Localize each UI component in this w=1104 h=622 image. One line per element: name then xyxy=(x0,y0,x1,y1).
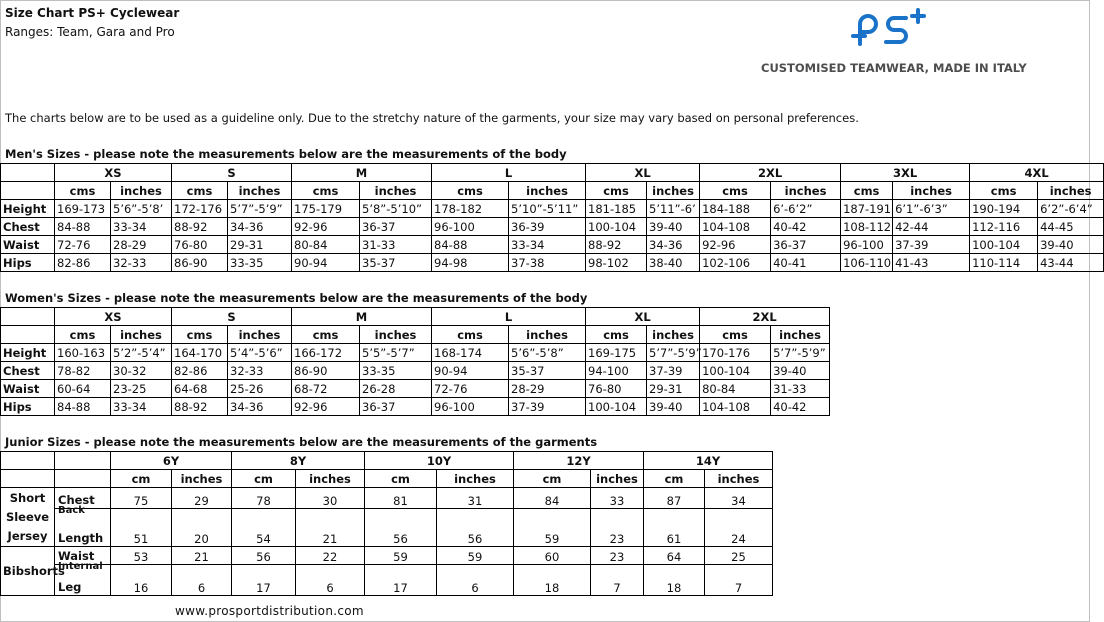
measurement-cell: 168-174 xyxy=(432,344,509,362)
table-row xyxy=(1,254,1104,272)
measurement-cell: 29 xyxy=(172,488,232,509)
measurement-cell: 78-82 xyxy=(55,362,111,380)
measurement-cell: 87 xyxy=(644,488,705,509)
unit-header: cm xyxy=(644,470,705,488)
corner-cell xyxy=(1,452,55,470)
measurement-cell: 84 xyxy=(514,488,591,509)
unit-header: cms xyxy=(292,182,360,200)
corner-cell xyxy=(1,308,55,326)
table-row xyxy=(1,236,1104,254)
table-row xyxy=(1,398,830,416)
measurement-cell: 38-40 xyxy=(647,254,700,272)
unit-header: cms xyxy=(55,326,111,344)
row-label-text: Length xyxy=(58,531,104,545)
corner-cell xyxy=(1,326,55,344)
measurement-cell: 26-28 xyxy=(360,380,432,398)
ranges-subtitle: Ranges: Team, Gara and Pro xyxy=(5,25,175,39)
measurement-cell: 34 xyxy=(705,488,773,509)
measurement-cell: 60 xyxy=(514,547,591,565)
row-label xyxy=(55,505,111,547)
measurement-cell: 56 xyxy=(437,509,514,547)
unit-header: cm xyxy=(111,470,172,488)
measurement-cell: 34-36 xyxy=(647,236,700,254)
measurement-cell: 30 xyxy=(296,488,365,509)
measurement-cell: 96-100 xyxy=(841,236,893,254)
measurement-cell: 94-100 xyxy=(586,362,647,380)
measurement-cell: 59 xyxy=(514,509,591,547)
measurement-cell: 187-191 xyxy=(841,200,893,218)
unit-header: inches xyxy=(647,182,700,200)
measurement-cell: 33-34 xyxy=(509,236,586,254)
row-label: Waist xyxy=(1,380,55,398)
measurement-cell: 81 xyxy=(365,488,437,509)
junior-heading: Junior Sizes - please note the measurements below are the measurements of the garments xyxy=(5,435,598,449)
row-label-prefix: Internal xyxy=(58,561,103,572)
size-header: 8Y xyxy=(232,452,365,470)
unit-header: cms xyxy=(841,182,893,200)
unit-header: cm xyxy=(514,470,591,488)
measurement-cell: 35-37 xyxy=(360,254,432,272)
guideline-note: The charts below are to be used as a guideline only. Due to the stretchy nature of the garments, your size may vary based on personal preferences. xyxy=(5,111,859,125)
measurement-cell: 25-26 xyxy=(228,380,292,398)
measurement-cell: 51 xyxy=(111,509,172,547)
unit-header: inches xyxy=(509,326,586,344)
size-header: 3XL xyxy=(841,164,970,182)
size-header: 12Y xyxy=(514,452,644,470)
measurement-cell: 76-80 xyxy=(586,380,647,398)
measurement-cell: 75 xyxy=(111,488,172,509)
measurement-cell: 84-88 xyxy=(432,236,509,254)
measurement-cell: 43-44 xyxy=(1038,254,1104,272)
unit-header: inches xyxy=(771,182,841,200)
measurement-cell: 23 xyxy=(591,509,644,547)
unit-header: inches xyxy=(591,470,644,488)
measurement-cell: 68-72 xyxy=(292,380,360,398)
size-header: 2XL xyxy=(700,308,830,326)
measurement-cell: 22 xyxy=(296,547,365,565)
measurement-cell: 54 xyxy=(232,509,296,547)
measurement-cell: 33-35 xyxy=(360,362,432,380)
measurement-cell: 34-36 xyxy=(228,398,292,416)
measurement-cell: 6’-6’2” xyxy=(771,200,841,218)
measurement-cell: 53 xyxy=(111,547,172,565)
measurement-cell: 36-37 xyxy=(360,218,432,236)
measurement-cell: 33 xyxy=(591,488,644,509)
mens-heading: Men's Sizes - please note the measurements below are the measurements of the body xyxy=(5,147,567,161)
measurement-cell: 33-34 xyxy=(111,398,172,416)
unit-header: cms xyxy=(700,326,771,344)
corner-cell xyxy=(55,470,111,488)
size-header: S xyxy=(172,308,292,326)
unit-header: cms xyxy=(172,182,228,200)
size-header-row xyxy=(1,308,830,326)
measurement-cell: 24 xyxy=(705,509,773,547)
size-header: M xyxy=(292,308,432,326)
ps-plus-logo xyxy=(852,8,932,50)
measurement-cell: 110-114 xyxy=(970,254,1038,272)
unit-header-row xyxy=(1,326,830,344)
table-row xyxy=(1,218,1104,236)
mens-size-table xyxy=(0,163,1104,272)
measurement-cell: 92-96 xyxy=(292,398,360,416)
size-header-row xyxy=(1,452,773,470)
row-label-prefix: Back xyxy=(58,505,85,516)
size-header: S xyxy=(172,164,292,182)
measurement-cell: 21 xyxy=(172,547,232,565)
row-label-text: Waist xyxy=(58,549,95,563)
measurement-cell: 32-33 xyxy=(228,362,292,380)
measurement-cell: 17 xyxy=(365,565,437,596)
measurement-cell: 100-104 xyxy=(970,236,1038,254)
unit-header: inches xyxy=(228,182,292,200)
unit-header: inches xyxy=(111,182,172,200)
measurement-cell: 98-102 xyxy=(586,254,647,272)
measurement-cell: 7 xyxy=(705,565,773,596)
measurement-cell: 30-32 xyxy=(111,362,172,380)
size-header-row xyxy=(1,164,1104,182)
measurement-cell: 5’7”-5’9” xyxy=(771,344,830,362)
row-label: Chest xyxy=(1,218,55,236)
measurement-cell: 7 xyxy=(591,565,644,596)
measurement-cell: 78 xyxy=(232,488,296,509)
measurement-cell: 108-112 xyxy=(841,218,893,236)
website-footer: www.prosportdistribution.com xyxy=(175,604,364,618)
table-row xyxy=(1,565,773,596)
measurement-cell: 82-86 xyxy=(172,362,228,380)
measurement-cell: 31 xyxy=(437,488,514,509)
measurement-cell: 6’1”-6’3” xyxy=(893,200,970,218)
measurement-cell: 178-182 xyxy=(432,200,509,218)
measurement-cell: 44-45 xyxy=(1038,218,1104,236)
measurement-cell: 112-116 xyxy=(970,218,1038,236)
measurement-cell: 29-31 xyxy=(228,236,292,254)
measurement-cell: 17 xyxy=(232,565,296,596)
corner-cell xyxy=(55,452,111,470)
row-label: Hips xyxy=(1,254,55,272)
measurement-cell: 5’7”-5’9” xyxy=(647,344,700,362)
unit-header: inches xyxy=(705,470,773,488)
row-label: Chest xyxy=(1,362,55,380)
unit-header: inches xyxy=(893,182,970,200)
unit-header-row xyxy=(1,470,773,488)
size-header: 4XL xyxy=(970,164,1104,182)
unit-header: cms xyxy=(432,326,509,344)
measurement-cell: 5’6”-5’8” xyxy=(509,344,586,362)
measurement-cell: 25 xyxy=(705,547,773,565)
measurement-cell: 6 xyxy=(296,565,365,596)
measurement-cell: 23 xyxy=(591,547,644,565)
unit-header: inches xyxy=(771,326,830,344)
measurement-cell: 5’6”-5’8’ xyxy=(111,200,172,218)
table-row xyxy=(1,488,773,509)
measurement-cell: 96-100 xyxy=(432,218,509,236)
unit-header: cms xyxy=(432,182,509,200)
measurement-cell: 28-29 xyxy=(111,236,172,254)
measurement-cell: 5’4”-5’6” xyxy=(228,344,292,362)
measurement-cell: 96-100 xyxy=(432,398,509,416)
measurement-cell: 37-39 xyxy=(893,236,970,254)
measurement-cell: 172-176 xyxy=(172,200,228,218)
measurement-cell: 23-25 xyxy=(111,380,172,398)
row-label-text: Leg xyxy=(58,580,82,594)
measurement-cell: 84-88 xyxy=(55,218,111,236)
measurement-cell: 92-96 xyxy=(700,236,771,254)
measurement-cell: 35-37 xyxy=(509,362,586,380)
unit-header: inches xyxy=(1038,182,1104,200)
measurement-cell: 5’8”-5’10” xyxy=(360,200,432,218)
measurement-cell: 37-39 xyxy=(509,398,586,416)
measurement-cell: 169-175 xyxy=(586,344,647,362)
measurement-cell: 102-106 xyxy=(700,254,771,272)
measurement-cell: 33-35 xyxy=(228,254,292,272)
measurement-cell: 88-92 xyxy=(172,398,228,416)
measurement-cell: 31-33 xyxy=(771,380,830,398)
unit-header: cms xyxy=(172,326,228,344)
measurement-cell: 5’7”-5’9” xyxy=(228,200,292,218)
row-label: Waist xyxy=(1,236,55,254)
size-header: XS xyxy=(55,308,172,326)
measurement-cell: 36-37 xyxy=(771,236,841,254)
measurement-cell: 175-179 xyxy=(292,200,360,218)
measurement-cell: 42-44 xyxy=(893,218,970,236)
measurement-cell: 72-76 xyxy=(55,236,111,254)
measurement-cell: 18 xyxy=(514,565,591,596)
junior-size-table xyxy=(0,451,773,596)
row-label: Height xyxy=(1,344,55,362)
size-header: L xyxy=(432,164,586,182)
measurement-cell: 59 xyxy=(365,547,437,565)
size-header: L xyxy=(432,308,586,326)
measurement-cell: 100-104 xyxy=(586,398,647,416)
measurement-cell: 84-88 xyxy=(55,398,111,416)
measurement-cell: 33-34 xyxy=(111,218,172,236)
unit-header: cms xyxy=(586,326,647,344)
measurement-cell: 6’2”-6’4” xyxy=(1038,200,1104,218)
size-header: XS xyxy=(55,164,172,182)
measurement-cell: 36-39 xyxy=(509,218,586,236)
table-row xyxy=(1,547,773,565)
unit-header: inches xyxy=(509,182,586,200)
measurement-cell: 34-36 xyxy=(228,218,292,236)
measurement-cell: 64 xyxy=(644,547,705,565)
measurement-cell: 190-194 xyxy=(970,200,1038,218)
unit-header: cms xyxy=(700,182,771,200)
measurement-cell: 5’11”-6’ xyxy=(647,200,700,218)
measurement-cell: 88-92 xyxy=(586,236,647,254)
measurement-cell: 80-84 xyxy=(700,380,771,398)
measurement-cell: 76-80 xyxy=(172,236,228,254)
row-label: Height xyxy=(1,200,55,218)
measurement-cell: 56 xyxy=(365,509,437,547)
size-header: 10Y xyxy=(365,452,514,470)
measurement-cell: 164-170 xyxy=(172,344,228,362)
measurement-cell: 5’2”-5’4” xyxy=(111,344,172,362)
size-header: XL xyxy=(586,164,700,182)
unit-header: cms xyxy=(970,182,1038,200)
measurement-cell: 100-104 xyxy=(586,218,647,236)
measurement-cell: 94-98 xyxy=(432,254,509,272)
measurement-cell: 36-37 xyxy=(360,398,432,416)
page-title: Size Chart PS+ Cyclewear xyxy=(5,6,180,20)
corner-cell xyxy=(1,470,55,488)
measurement-cell: 80-84 xyxy=(292,236,360,254)
measurement-cell: 60-64 xyxy=(55,380,111,398)
garment-group-label: Short Sleeve Jersey xyxy=(1,488,55,547)
corner-cell xyxy=(1,164,55,182)
measurement-cell: 40-42 xyxy=(771,218,841,236)
measurement-cell: 41-43 xyxy=(893,254,970,272)
measurement-cell: 39-40 xyxy=(1038,236,1104,254)
measurement-cell: 104-108 xyxy=(700,218,771,236)
size-header: XL xyxy=(586,308,700,326)
measurement-cell: 39-40 xyxy=(771,362,830,380)
measurement-cell: 59 xyxy=(437,547,514,565)
unit-header-row xyxy=(1,182,1104,200)
womens-size-table xyxy=(0,307,830,416)
unit-header: inches xyxy=(228,326,292,344)
measurement-cell: 92-96 xyxy=(292,218,360,236)
table-row xyxy=(1,509,773,547)
measurement-cell: 56 xyxy=(232,547,296,565)
measurement-cell: 160-163 xyxy=(55,344,111,362)
unit-header: inches xyxy=(360,326,432,344)
measurement-cell: 100-104 xyxy=(700,362,771,380)
size-header: M xyxy=(292,164,432,182)
row-label-text: Chest xyxy=(58,493,95,507)
measurement-cell: 6 xyxy=(437,565,514,596)
measurement-cell: 20 xyxy=(172,509,232,547)
measurement-cell: 39-40 xyxy=(647,398,700,416)
measurement-cell: 90-94 xyxy=(432,362,509,380)
measurement-cell: 106-110 xyxy=(841,254,893,272)
unit-header: inches xyxy=(296,470,365,488)
size-header: 14Y xyxy=(644,452,773,470)
table-row xyxy=(1,344,830,362)
measurement-cell: 32-33 xyxy=(111,254,172,272)
table-row xyxy=(1,200,1104,218)
womens-heading: Women's Sizes - please note the measurements below are the measurements of the body xyxy=(5,291,588,305)
size-header: 6Y xyxy=(111,452,232,470)
measurement-cell: 61 xyxy=(644,509,705,547)
garment-group-label: Bibshorts xyxy=(1,547,55,596)
unit-header: inches xyxy=(647,326,700,344)
measurement-cell: 82-86 xyxy=(55,254,111,272)
unit-header: inches xyxy=(360,182,432,200)
unit-header: inches xyxy=(172,470,232,488)
measurement-cell: 5’5”-5’7” xyxy=(360,344,432,362)
measurement-cell: 29-31 xyxy=(647,380,700,398)
corner-cell xyxy=(1,182,55,200)
measurement-cell: 166-172 xyxy=(292,344,360,362)
measurement-cell: 31-33 xyxy=(360,236,432,254)
unit-header: cm xyxy=(365,470,437,488)
row-label xyxy=(55,561,111,596)
measurement-cell: 37-38 xyxy=(509,254,586,272)
measurement-cell: 170-176 xyxy=(700,344,771,362)
measurement-cell: 72-76 xyxy=(432,380,509,398)
measurement-cell: 90-94 xyxy=(292,254,360,272)
measurement-cell: 21 xyxy=(296,509,365,547)
measurement-cell: 40-41 xyxy=(771,254,841,272)
measurement-cell: 104-108 xyxy=(700,398,771,416)
unit-header: cm xyxy=(232,470,296,488)
measurement-cell: 169-173 xyxy=(55,200,111,218)
row-label: Hips xyxy=(1,398,55,416)
measurement-cell: 40-42 xyxy=(771,398,830,416)
measurement-cell: 86-90 xyxy=(292,362,360,380)
measurement-cell: 184-188 xyxy=(700,200,771,218)
tagline: CUSTOMISED TEAMWEAR, MADE IN ITALY xyxy=(761,61,1027,75)
measurement-cell: 6 xyxy=(172,565,232,596)
unit-header: inches xyxy=(111,326,172,344)
size-header: 2XL xyxy=(700,164,841,182)
unit-header: cms xyxy=(292,326,360,344)
measurement-cell: 5’10”-5’11” xyxy=(509,200,586,218)
measurement-cell: 16 xyxy=(111,565,172,596)
measurement-cell: 64-68 xyxy=(172,380,228,398)
table-row xyxy=(1,380,830,398)
unit-header: cms xyxy=(55,182,111,200)
measurement-cell: 37-39 xyxy=(647,362,700,380)
unit-header: cms xyxy=(586,182,647,200)
measurement-cell: 18 xyxy=(644,565,705,596)
table-row xyxy=(1,362,830,380)
measurement-cell: 28-29 xyxy=(509,380,586,398)
measurement-cell: 88-92 xyxy=(172,218,228,236)
measurement-cell: 39-40 xyxy=(647,218,700,236)
measurement-cell: 86-90 xyxy=(172,254,228,272)
measurement-cell: 181-185 xyxy=(586,200,647,218)
unit-header: inches xyxy=(437,470,514,488)
